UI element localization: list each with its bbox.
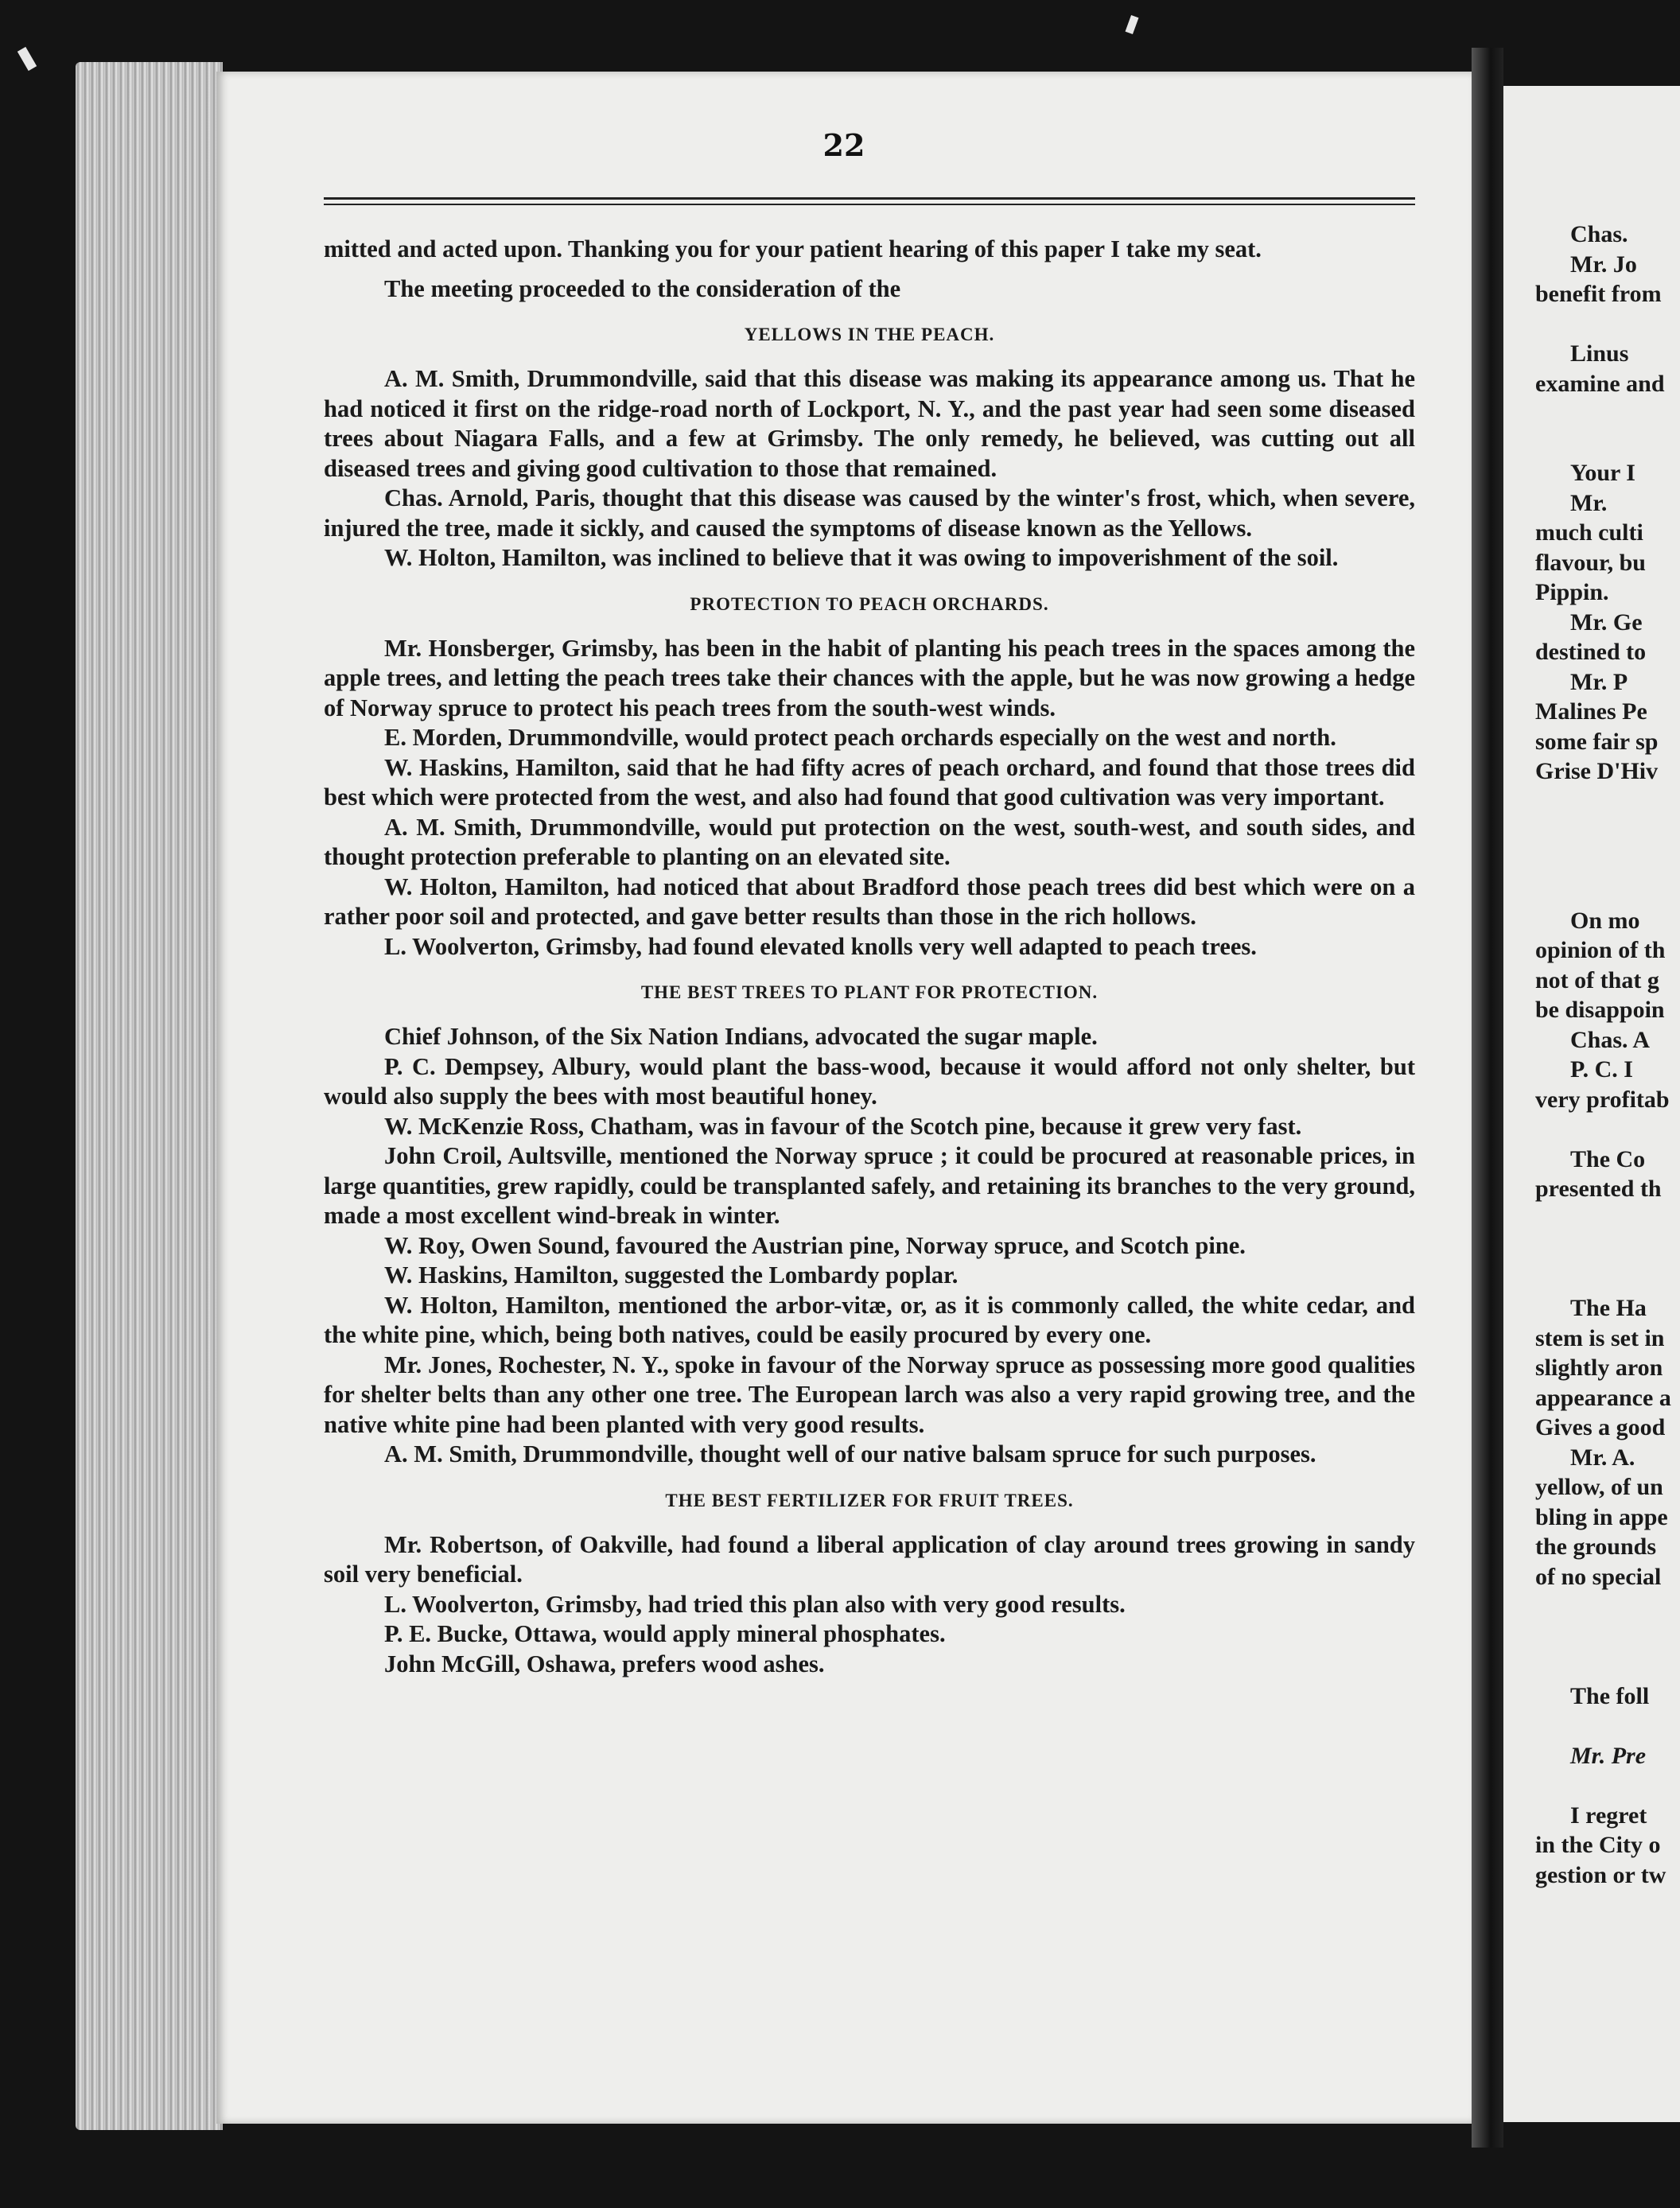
facing-line: bling in appe bbox=[1535, 1503, 1668, 1530]
facing-line: Grise D'Hiv bbox=[1535, 758, 1659, 784]
scan-dust-mark bbox=[1126, 15, 1139, 34]
paragraph: W. Haskins, Hamilton, said that he had fifty acres of peach orchard, and found that those trees did best which were protected from the west, and also had found that good cultivation was very important. bbox=[324, 753, 1415, 811]
book-gutter bbox=[1472, 48, 1503, 2148]
paragraph: W. Holton, Hamilton, had noticed that about Bradford those peach trees did best which were on a rather poor soil and protected, and gave better results than those in the rich hollows. bbox=[324, 873, 1415, 930]
facing-page-text bbox=[1535, 220, 1680, 1890]
facing-line: I regret bbox=[1570, 1802, 1647, 1829]
facing-line bbox=[1535, 1711, 1680, 1741]
facing-line bbox=[1535, 876, 1680, 906]
facing-line: Gives a good bbox=[1535, 1414, 1666, 1440]
paragraph: Chief Johnson, of the Six Nation Indians, advocated the sugar maple. bbox=[384, 1023, 1098, 1050]
book-page-edges bbox=[76, 62, 223, 2130]
facing-line: destined to bbox=[1535, 639, 1647, 665]
facing-line: much culti bbox=[1535, 519, 1643, 546]
facing-line: P. C. I bbox=[1570, 1056, 1633, 1083]
facing-line: presented th bbox=[1535, 1176, 1662, 1202]
paragraph: W. Haskins, Hamilton, suggested the Lombardy poplar. bbox=[384, 1261, 959, 1289]
facing-line: Mr. bbox=[1570, 489, 1608, 516]
facing-line: be disappoin bbox=[1535, 997, 1665, 1023]
paragraph: A. M. Smith, Drummondville, would put protection on the west, south-west, and south sides, and thought protection preferable to planting on an elevated site. bbox=[324, 813, 1415, 870]
header-rule bbox=[324, 197, 1415, 205]
left-page bbox=[216, 72, 1472, 2124]
facing-line: benefit from bbox=[1535, 281, 1662, 307]
facing-line: opinion of th bbox=[1535, 937, 1666, 963]
facing-line: Linus bbox=[1570, 340, 1629, 367]
facing-line bbox=[1535, 429, 1680, 459]
facing-line: Mr. A. bbox=[1570, 1444, 1635, 1471]
page-number: 22 bbox=[822, 127, 865, 163]
facing-line: Pippin. bbox=[1535, 579, 1609, 605]
facing-line bbox=[1535, 1114, 1680, 1145]
paragraph: L. Woolverton, Grimsby, had found elevated knolls very well adapted to peach trees. bbox=[384, 932, 1257, 960]
facing-line: stem is set in bbox=[1535, 1324, 1665, 1351]
facing-line bbox=[1535, 1204, 1680, 1234]
facing-line bbox=[1535, 816, 1680, 846]
facing-line: Your I bbox=[1570, 460, 1635, 486]
facing-line: very profitab bbox=[1535, 1086, 1670, 1113]
paragraph: W. Roy, Owen Sound, favoured the Austrian pine, Norway spruce, and Scotch pine. bbox=[384, 1231, 1246, 1259]
intro-line: The meeting proceeded to the consideration of the bbox=[384, 274, 901, 302]
facing-line: in the City o bbox=[1535, 1832, 1661, 1858]
facing-line: The foll bbox=[1570, 1682, 1650, 1709]
facing-line bbox=[1535, 398, 1680, 429]
facing-page bbox=[1503, 86, 1680, 2122]
section-heading-fertilizer: THE BEST FERTILIZER FOR FRUIT TREES. bbox=[665, 1490, 1074, 1510]
paragraph: W. McKenzie Ross, Chatham, was in favour of the Scotch pine, because it grew very fast. bbox=[384, 1112, 1302, 1140]
facing-line bbox=[1535, 1234, 1680, 1264]
facing-line: slightly aron bbox=[1535, 1355, 1663, 1381]
facing-line: Mr. Jo bbox=[1570, 251, 1637, 278]
page-body bbox=[324, 235, 1415, 1679]
facing-line: appearance a bbox=[1535, 1384, 1671, 1411]
paragraph: John Croil, Aultsville, mentioned the Norway spruce ; it could be procured at reasonable prices, in large quantities, grew rapidly, could be transplanted safely, and retaining its branches to the very ground, made a most excellent wind-break in winter. bbox=[324, 1142, 1415, 1229]
facing-line: examine and bbox=[1535, 370, 1665, 397]
facing-line bbox=[1535, 1592, 1680, 1622]
section-heading-yellows: YELLOWS IN THE PEACH. bbox=[744, 325, 995, 344]
paragraph: Mr. Honsberger, Grimsby, has been in the habit of planting his peach trees in the spaces among the apple trees, and letting the peach trees take their chances with the apple, but he was now growing a hedge of Norway spruce to protect his peach trees from the south-west winds. bbox=[324, 634, 1415, 721]
section-heading-best-trees: THE BEST TREES TO PLANT FOR PROTECTION. bbox=[640, 982, 1099, 1002]
paragraph: L. Woolverton, Grimsby, had tried this plan also with very good results. bbox=[384, 1590, 1126, 1618]
facing-line bbox=[1535, 846, 1680, 877]
paragraph: P. E. Bucke, Ottawa, would apply mineral phosphates. bbox=[384, 1620, 946, 1647]
facing-line: flavour, bu bbox=[1535, 549, 1646, 576]
paragraph: W. Holton, Hamilton, was inclined to believe that it was owing to impoverishment of the soil. bbox=[384, 544, 1339, 571]
paragraph: Chas. Arnold, Paris, thought that this disease was caused by the winter's frost, which, when severe, injured the tree, made it sickly, and caused the symptoms of disease known as the Yellows. bbox=[324, 484, 1415, 542]
facing-line bbox=[1535, 787, 1680, 817]
paragraph: A. M. Smith, Drummondville, thought well of our native balsam spruce for such purposes. bbox=[384, 1440, 1316, 1467]
facing-line: The Ha bbox=[1570, 1295, 1647, 1321]
facing-line bbox=[1535, 1651, 1680, 1681]
paragraph: John McGill, Oshawa, prefers wood ashes. bbox=[384, 1650, 825, 1677]
facing-line: The Co bbox=[1570, 1145, 1646, 1172]
facing-line bbox=[1535, 1622, 1680, 1652]
facing-line: some fair sp bbox=[1535, 728, 1659, 755]
scan-dust-mark bbox=[18, 47, 37, 71]
facing-line: Mr. Pre bbox=[1570, 1742, 1647, 1769]
facing-line bbox=[1535, 1264, 1680, 1294]
facing-line: Chas. bbox=[1570, 221, 1628, 247]
paragraph: E. Morden, Drummondville, would protect peach orchards especially on the west and north. bbox=[384, 724, 1336, 751]
facing-line: Chas. A bbox=[1570, 1026, 1651, 1053]
facing-line: Mr. Ge bbox=[1570, 608, 1643, 636]
facing-line: of no special bbox=[1535, 1563, 1662, 1590]
facing-line: yellow, of un bbox=[1535, 1474, 1663, 1500]
paragraph: W. Holton, Hamilton, mentioned the arbor-vitæ, or, as it is commonly called, the white cedar, and the white pine, which, being both natives, could be easily procured by every one. bbox=[324, 1291, 1415, 1348]
facing-line: Mr. P bbox=[1570, 668, 1628, 695]
paragraph: A. M. Smith, Drummondville, said that this disease was making its appearance among us. That he had noticed it first on the ridge-road north of Lockport, N. Y., and the past year had seen some diseased trees about Niagara Falls, and a few at Grimsby. The only remedy, he believed, was cutting out all diseased trees and giving good cultivation to those that remained. bbox=[324, 365, 1415, 482]
paragraph: Mr. Robertson, of Oakville, had found a liberal application of clay around trees growing in sandy soil very beneficial. bbox=[324, 1530, 1415, 1588]
facing-line bbox=[1535, 1771, 1680, 1801]
opening-paragraph: mitted and acted upon. Thanking you for your patient hearing of this paper I take my seat. bbox=[324, 235, 1262, 262]
paragraph: P. C. Dempsey, Albury, would plant the bass-wood, because it would afford not only shelter, but would also supply the bees with most beautiful honey. bbox=[324, 1052, 1415, 1110]
section-heading-protection: PROTECTION TO PEACH ORCHARDS. bbox=[690, 593, 1049, 614]
facing-line: Malines Pe bbox=[1535, 698, 1647, 725]
facing-line: gestion or tw bbox=[1535, 1861, 1666, 1888]
facing-line bbox=[1535, 309, 1680, 340]
facing-line: the grounds bbox=[1535, 1534, 1656, 1560]
paragraph: Mr. Jones, Rochester, N. Y., spoke in favour of the Norway spruce as possessing more good qualities for shelter belts than any other one tree. The European larch was also a very rapid growing tree, and the native white pine had been planted with very good results. bbox=[324, 1351, 1415, 1438]
facing-line: On mo bbox=[1570, 907, 1640, 934]
facing-line: not of that g bbox=[1535, 966, 1659, 993]
